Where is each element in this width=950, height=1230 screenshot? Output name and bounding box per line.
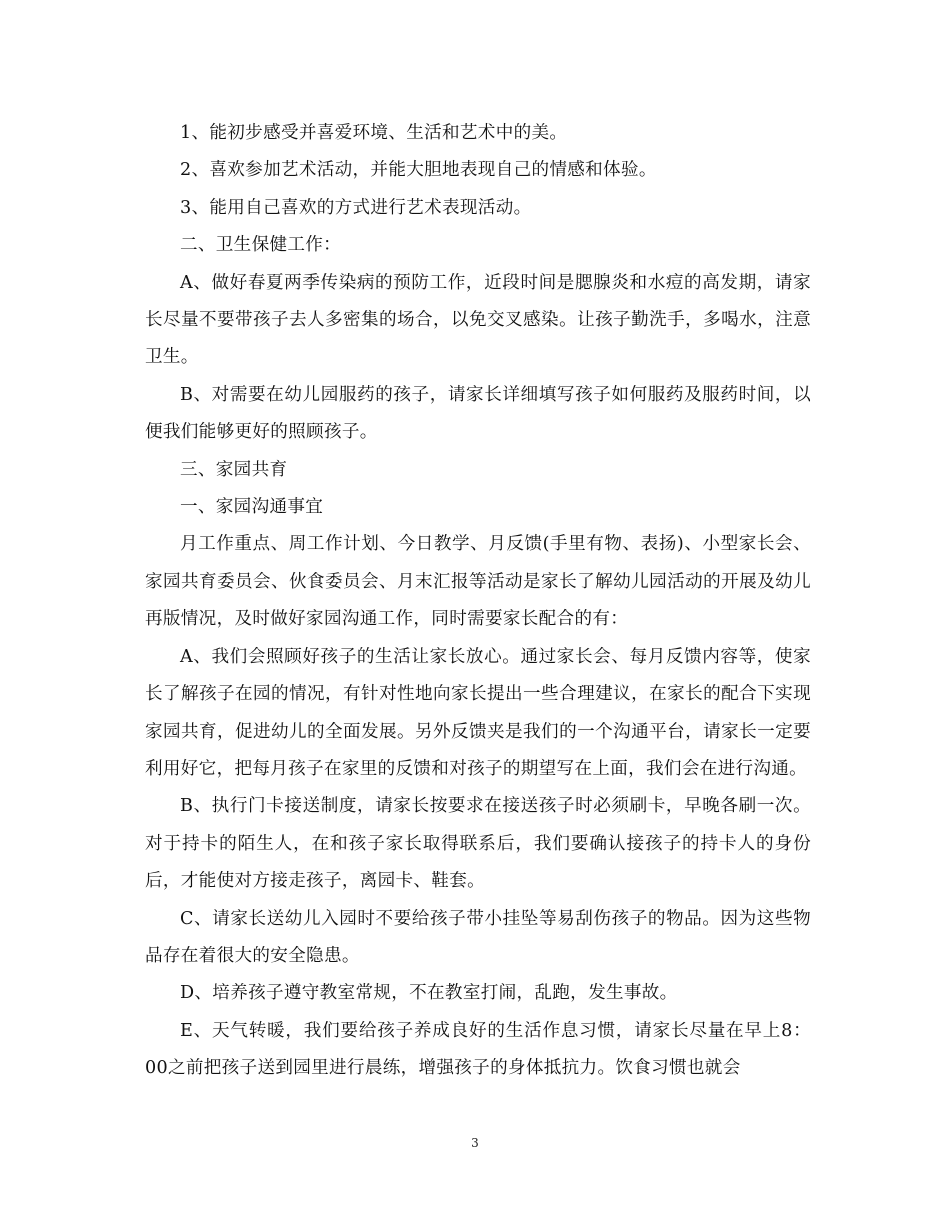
paragraph-health-b: B、对需要在幼儿园服药的孩子，请家长详细填写孩子如何服药及服药时间，以便我们能够更好的照顾孩子。 <box>145 384 811 443</box>
paragraph-communication-a: A、我们会照顾好孩子的生活让家长放心。通过家长会、每月反馈内容等，使家长了解孩子在园的情况，有针对性地向家长提出一些合理建议，在家长的配合下实现家园共育，促进幼儿的全面发展。另外反馈夹是我们的一个沟通平台，请家长一定要利用好它，把每月孩子在家里的反馈和对孩子的期望写在上面，我们会在进行沟通。 <box>145 646 811 779</box>
section-heading-home-school: 三、家园共育 <box>180 459 288 480</box>
paragraph-communication-d: D、培养孩子遵守教室常规，不在教室打闹，乱跑，发生事故。 <box>180 983 678 1004</box>
section-heading-health: 二、卫生保健工作： <box>180 235 342 256</box>
subsection-heading-communication: 一、家园沟通事宜 <box>180 497 324 518</box>
paragraph-communication-b: B、执行门卡接送制度，请家长按要求在接送孩子时必须刷卡，早晚各刷一次。对于持卡的陌生人，在和孩子家长取得联系后，我们要确认接孩子的持卡人的身份后，才能使对方接走孩子，离园卡、鞋套。 <box>145 796 811 892</box>
body-text <box>145 115 811 1088</box>
paragraph-communication-intro: 月工作重点、周工作计划、今日教学、月反馈(手里有物、表扬)、小型家长会、家园共育委员会、伙食委员会、月末汇报等活动是家长了解幼儿园活动的开展及幼儿再版情况，及时做好家园沟通工作，同时需要家长配合的有： <box>145 534 811 630</box>
list-item-art-3: 3、能用自己喜欢的方式进行艺术表现活动。 <box>180 197 532 218</box>
list-item-art-1: 1、能初步感受并喜爱环境、生活和艺术中的美。 <box>180 123 568 143</box>
paragraph-health-a: A、做好春夏两季传染病的预防工作，近段时间是腮腺炎和水痘的高发期，请家长尽量不要带孩子去人多密集的场合，以免交叉感染。让孩子勤洗手，多喝水，注意卫生。 <box>145 272 811 368</box>
paragraph-communication-e: E、天气转暖，我们要给孩子养成良好的生活作息习惯，请家长尽量在早上8：00之前把孩子送到园里进行晨练，增强孩子的身体抵抗力。饮食习惯也就会 <box>145 1020 811 1079</box>
paragraph-communication-c: C、请家长送幼儿入园时不要给孩子带小挂坠等易刮伤孩子的物品。因为这些物品存在着很大的安全隐患。 <box>145 908 811 966</box>
list-item-art-2: 2、喜欢参加艺术活动，并能大胆地表现自己的情感和体验。 <box>180 160 657 181</box>
page-number: 3 <box>471 1136 479 1150</box>
